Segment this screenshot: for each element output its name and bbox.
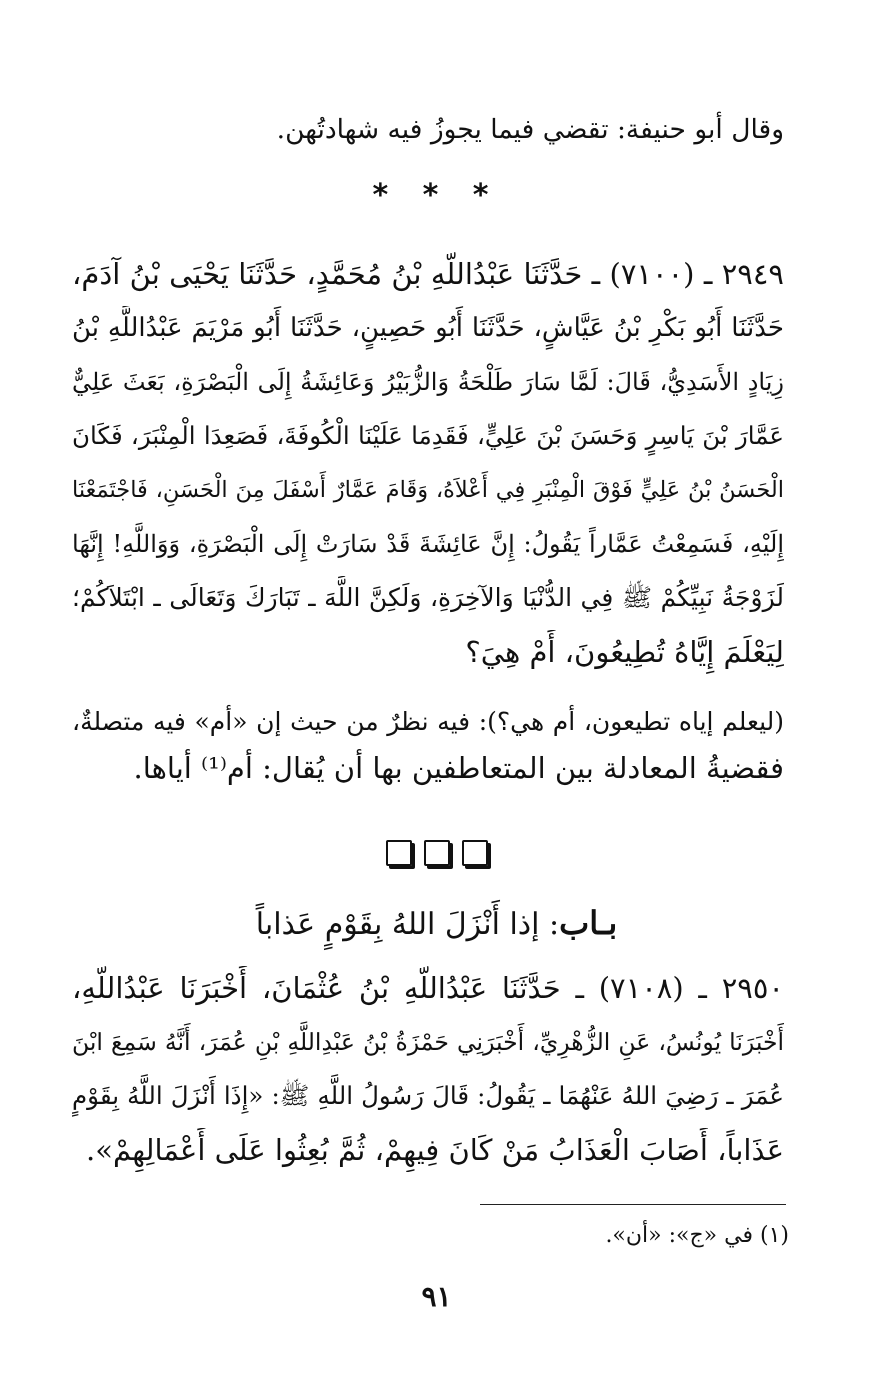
chapter-heading — [0, 900, 873, 948]
section-separator — [0, 840, 873, 866]
separator-box-icon — [462, 840, 488, 866]
separator-stars: * * * — [372, 178, 501, 213]
separator-box-icon — [424, 840, 450, 866]
hadith-2949-line: زِيَادٍ الأَسَدِيُّ، قَالَ: لَمَّا سَارَ طَلْحَةُ وَالزُّبَيْرُ وَعَائِشَةُ إِلَى الْبَصْرَةِ، بَعَثَ عَلِيٌّ — [72, 368, 784, 396]
hadith-2949-line: لِيَعْلَمَ إِيَّاهُ تُطِيعُونَ، أَمْ هِيَ؟ — [465, 635, 784, 669]
page-number: ٩١ — [421, 1280, 452, 1313]
intro-line: وقال أبو حنيفة: تقضي فيما يجوزُ فيه شهادتُهن. — [276, 114, 784, 145]
commentary-line: فقضيةُ المعادلة بين المتعاطفين بها أن يُقال: أم⁽¹⁾ أياها. — [133, 751, 784, 785]
hadith-2949-line: عَمَّارَ بْنَ يَاسِرٍ وَحَسَنَ بْنَ عَلِيٍّ، فَقَدِمَا عَلَيْنَا الْكُوفَةَ، فَصَعِدَا الْمِنْبَرَ، فَكَانَ — [72, 421, 784, 450]
hadith-2950-line: عُمَرَ ـ رَضِيَ اللهُ عَنْهُمَا ـ يَقُولُ: قَالَ رَسُولُ اللَّهِ ﷺ: «إِذَا أَنْزَلَ اللَّهُ بِقَوْمٍ — [72, 1081, 784, 1110]
commentary-line: (ليعلم إياه تطيعون، أم هي؟): فيه نظرٌ من حيث إن «أم» فيه متصلةٌ، — [72, 707, 784, 736]
hadith-2949-line: حَدَّثَنَا أَبُو بَكْرِ بْنُ عَيَّاشٍ، حَدَّثَنَا أَبُو حَصِينٍ، حَدَّثَنَا أَبُو مَرْيَمَ عَبْدُاللَّهِ بْنُ — [72, 313, 784, 343]
hadith-2949-line: الْحَسَنُ بْنُ عَلِيٍّ فَوْقَ الْمِنْبَرِ فِي أَعْلاَهُ، وَقَامَ عَمَّارٌ أَسْفَلَ مِنَ الْحَسَنِ، فَاجْتَمَعْنَا — [72, 477, 784, 503]
separator-box-icon — [386, 840, 412, 866]
hadith-2950-line: أَخْبَرَنَا يُونُسُ، عَنِ الزُّهْرِيِّ، أَخْبَرَنِي حَمْزَةُ بْنُ عَبْدِاللَّهِ بْنِ عُمَرَ، أَنَّهُ سَمِعَ ابْنَ — [72, 1028, 784, 1056]
hadith-2949-line: إِلَيْهِ، فَسَمِعْتُ عَمَّاراً يَقُولُ: إِنَّ عَائِشَةَ قَدْ سَارَتْ إِلَى الْبَصْرَةِ، وَوَاللَّهِ! إِنَّهَا — [72, 530, 784, 558]
hadith-2949-line: ٢٩٤٩ ـ (٧١٠٠) ـ حَدَّثَنَا عَبْدُاللَّهِ بْنُ مُحَمَّدٍ، حَدَّثَنَا يَحْيَى بْنُ آدَمَ، — [72, 257, 784, 291]
hadith-2950-line: عَذَاباً، أَصَابَ الْعَذَابُ مَنْ كَانَ فِيهِمْ، ثُمَّ بُعِثُوا عَلَى أَعْمَالِهِمْ». — [85, 1133, 784, 1167]
footnote-divider — [480, 1204, 786, 1205]
footnote: (١) في «ج»: «أن». — [605, 1223, 789, 1248]
chapter-label: بـاب — [559, 904, 618, 942]
hadith-2949-line: لَزَوْجَةُ نَبِيِّكُمْ ﷺ فِي الدُّنْيَا وَالآخِرَةِ، وَلَكِنَّ اللَّهَ ـ تَبَارَكَ وَتَعَالَى ـ ابْتَلاَكُمْ؛ — [72, 583, 784, 612]
hadith-2950-line: ٢٩٥٠ ـ (٧١٠٨) ـ حَدَّثَنَا عَبْدُاللَّهِ بْنُ عُثْمَانَ، أَخْبَرَنَا عَبْدُاللَّهِ، — [72, 971, 784, 1005]
chapter-title: : إذا أَنْزَلَ اللهُ بِقَوْمٍ عَذاباً — [255, 907, 560, 942]
